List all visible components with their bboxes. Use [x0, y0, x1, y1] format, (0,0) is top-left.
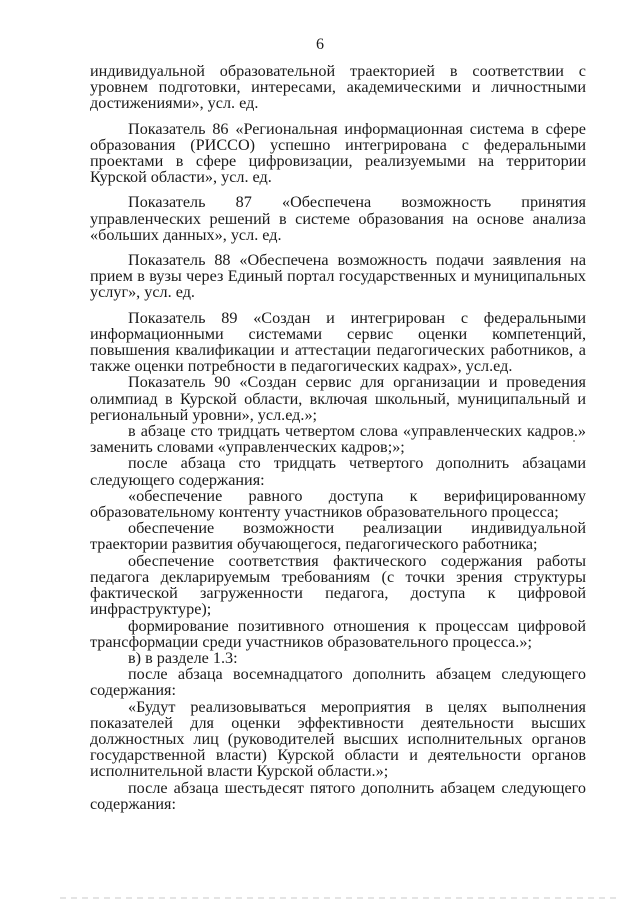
paragraph-section-1-3: в) в разделе 1.3: — [128, 648, 238, 667]
paragraph-add-after-18: после абзаца восемнадцатого дополнить абзацем следующего содержания: — [90, 665, 586, 700]
paragraph-indicator-89: Показатель 89 «Создан и интегрирован с федеральными информационными системами сервис оценки компетенций, повышения квалификации и аттестации педагогических работников, а также оценки потребности в педагогических кадрах», усл.ед. — [90, 308, 586, 376]
paragraph-indicator-86: Показатель 86 «Региональная информационная система в сфере образования (РИССО) успешно интегрирована с федеральными проектами в сфере цифровизации, реализуемыми на территории Курской области», усл. ед. — [90, 119, 586, 187]
paragraph-activities: «Будут реализовываться мероприятия в целях выполнения показателей для оценки эффективности деятельности высших должностных лиц (руководителей высших исполнительных органов государственной власти) Курской области и деятельности органов исполнительной власти Курской области.»; — [90, 697, 586, 781]
paragraph-positive-attitude: формирование позитивного отношения к процессам цифровой трансформации среди участников образовательного процесса.»; — [90, 616, 586, 651]
scan-noise-line — [60, 897, 620, 899]
paragraph-amendment-134: в абзаце сто тридцать четвертом слова «управленческих кадров.» заменить словами «управленческих кадров;»; — [90, 422, 586, 457]
paragraph-1: индивидуальной образовательной траекторией в соответствии с уровнем подготовки, интересами, академическими и личностными достижениями», усл. ед. — [90, 62, 586, 113]
page-number: 6 — [316, 36, 324, 53]
scan-speck — [573, 440, 575, 442]
paragraph-add-after-65: после абзаца шестьдесят пятого дополнить абзацем следующего содержания: — [90, 778, 586, 813]
paragraph-add-after-134: после абзаца сто тридцать четвертого дополнить абзацами следующего содержания: — [90, 454, 586, 489]
paragraph-individual-trajectory: обеспечение возможности реализации индивидуальной траектории развития обучающегося, педагогического работника; — [90, 519, 586, 554]
paragraph-teacher-workload: обеспечение соответствия фактического содержания работы педагога декларируемым требованиям (с точки зрения структуры фактической загруженности педагога, доступа к цифровой инфраструктуре); — [90, 551, 586, 619]
paragraph-indicator-90: Показатель 90 «Создан сервис для организации и проведения олимпиад в Курской области, включая школьный, муниципальный и региональный уровни», усл.ед.»; — [90, 373, 586, 424]
document-body — [90, 63, 586, 812]
paragraph-indicator-88: Показатель 88 «Обеспечена возможность подачи заявления на прием в вузы через Единый портал государственных и муниципальных услуг», усл. ед. — [90, 251, 586, 302]
paragraph-equal-access: «обеспечение равного доступа к верифицированному образовательному контенту участников образовательного процесса; — [90, 486, 586, 522]
paragraph-indicator-87: Показатель 87 «Обеспечена возможность принятия управленческих решений в системе образования на основе анализа «больших данных», усл. ед. — [90, 193, 586, 244]
